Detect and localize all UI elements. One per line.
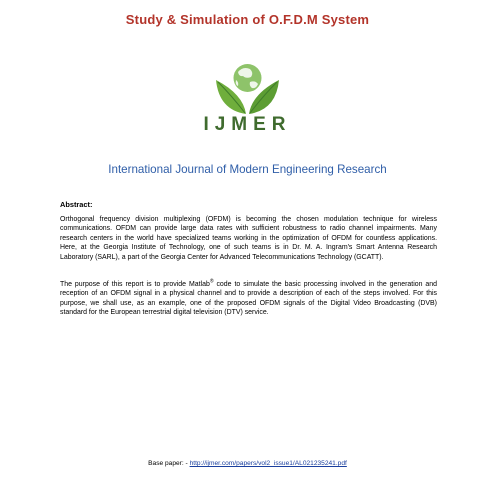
globe-leaves-icon (210, 60, 285, 118)
document-title: Study & Simulation of O.F.D.M System (125, 12, 370, 27)
base-paper-link[interactable]: http://ijmer.com/papers/vol2_issue1/AL021235241.pdf (189, 460, 347, 467)
paragraph-2-start: The purpose of this report is to provide Matlab (60, 281, 210, 288)
abstract-heading: Abstract: (60, 200, 93, 209)
footer (0, 460, 495, 467)
footer-label: Base paper: - (148, 460, 190, 467)
journal-title: International Journal of Modern Engineering Research (108, 163, 387, 176)
paragraph-2-rest: code to simulate the basic processing involved in the generation and reception of an OFDM signal in a physical channel and to provide a description of each of the steps involved. For this purpose, we shall use, as an example, one of the proposed OFDM signals of the Digital Video Broadcasting (DVB) standard for the European terrestrial digital television (DTV) service. (60, 281, 437, 317)
abstract-paragraph-2 (60, 280, 437, 318)
abstract-paragraph-1: Orthogonal frequency division multiplexing (OFDM) is becoming the chosen modulation technique for wireless communications. OFDM can provide large data rates with sufficient robustness to radio channel impairments. Many research centers in the world have specialized teams working in the optimization of OFDM for countless applications. Here, at the Georgia Institute of Technology, one of such teams is in Dr. M. A. Ingram's Smart Antenna Research Laboratory (SARL), a part of the Georgia Center for Advanced Telecommunications Technology (GCATT). (60, 216, 437, 261)
registered-mark: ® (209, 278, 214, 285)
logo-text: IJMER (203, 114, 292, 135)
